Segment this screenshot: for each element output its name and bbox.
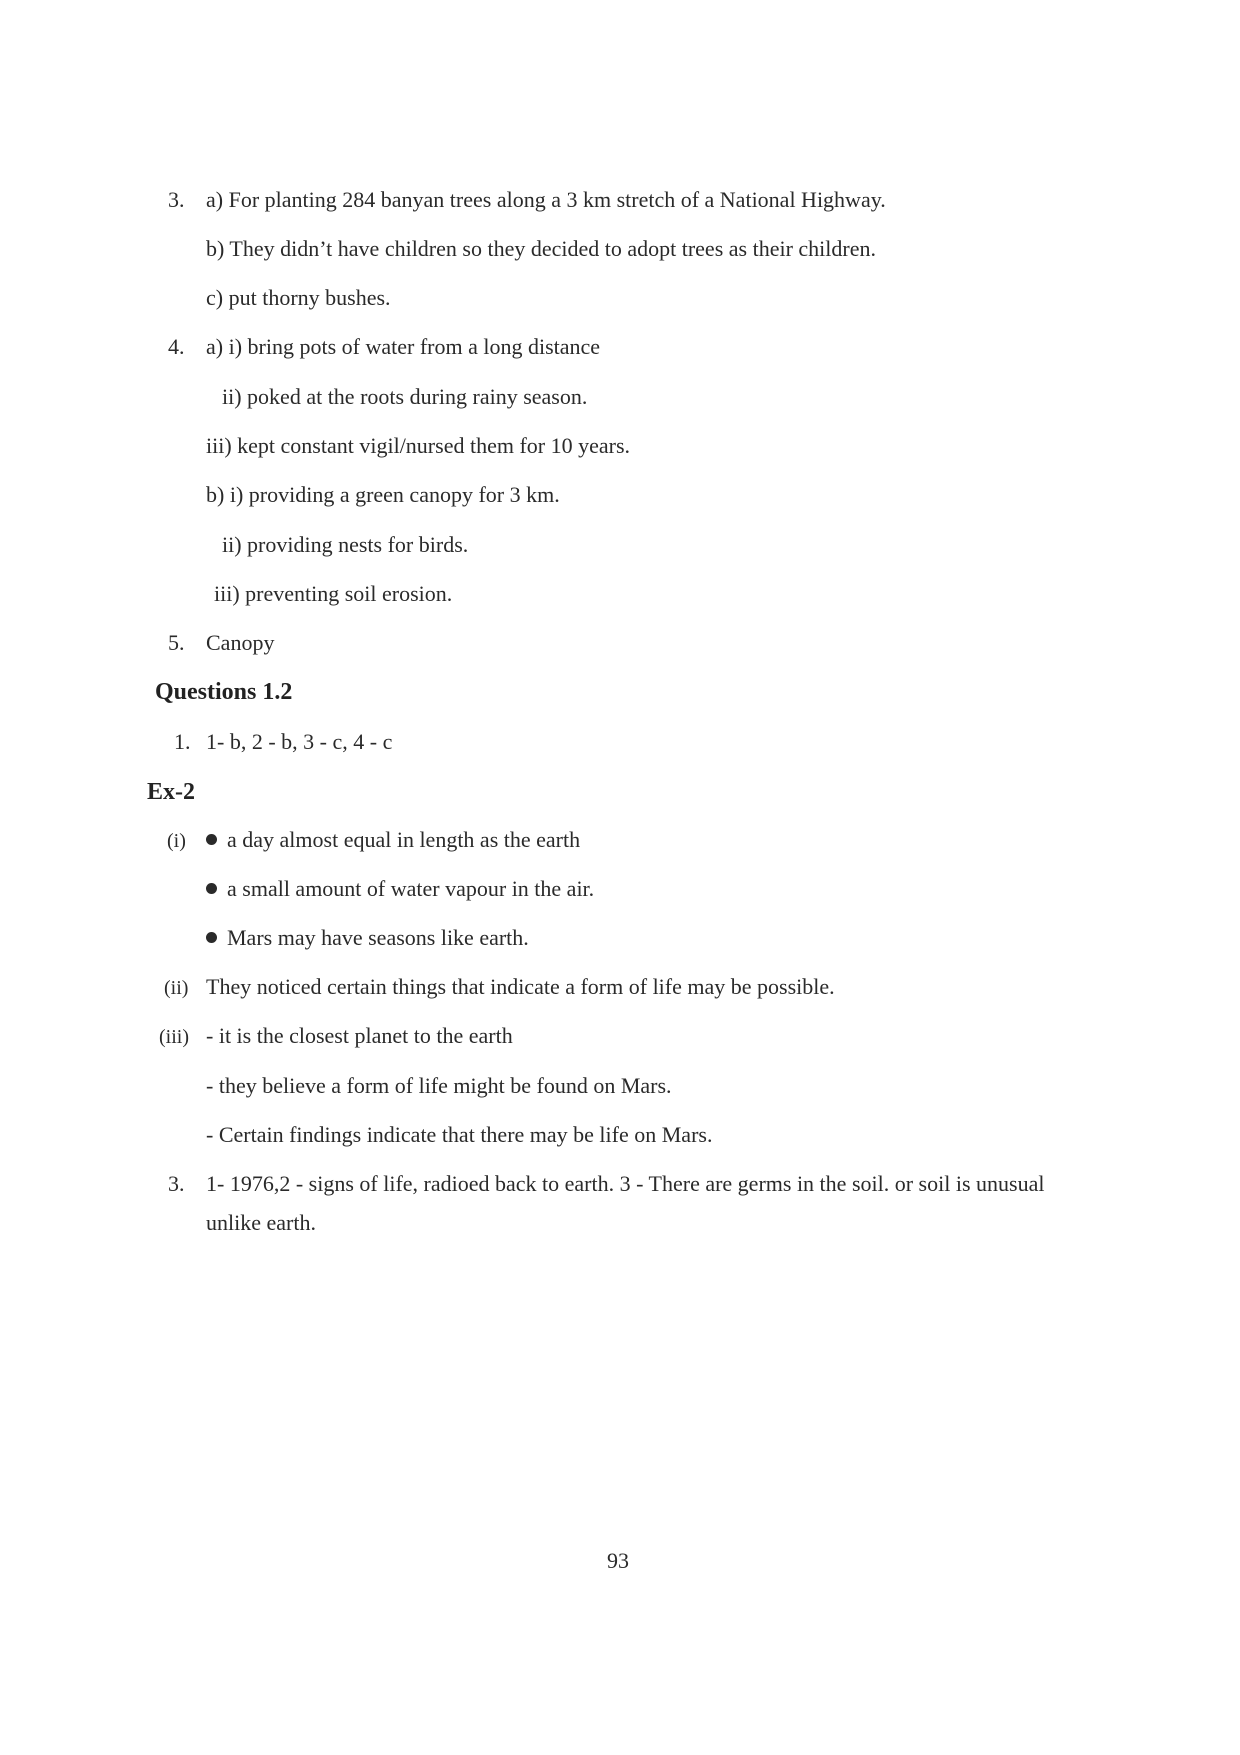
- ex2-iii-label: (iii): [159, 1026, 189, 1048]
- q3-answer-b: b) They didn’t have children so they decided to adopt trees as their children.: [206, 236, 876, 261]
- ex2-iii-line-2: - they believe a form of life might be found on Mars.: [206, 1073, 672, 1098]
- ex2-q3-number: 3.: [168, 1171, 185, 1196]
- ex2-iii-line-1: - it is the closest planet to the earth: [206, 1023, 513, 1048]
- bullet-icon: [206, 932, 217, 943]
- bullet-text: a day almost equal in length as the earth: [227, 827, 581, 852]
- bullet-icon: [206, 834, 217, 845]
- ex2-q3-line-2: unlike earth.: [206, 1210, 316, 1235]
- bullet-icon: [206, 883, 217, 894]
- ex2-i-label: (i): [167, 830, 186, 852]
- ex2-ii-text: They noticed certain things that indicate a form of life may be possible.: [206, 974, 835, 999]
- q3-answer-c: c) put thorny bushes.: [206, 285, 391, 310]
- q3-answer-a: a) For planting 284 banyan trees along a 3 km stretch of a National Highway.: [206, 187, 886, 212]
- q3-number: 3.: [168, 187, 185, 212]
- ex2-ii-label: (ii): [164, 977, 189, 999]
- q4-answer-a-ii: ii) poked at the roots during rainy season.: [222, 384, 588, 409]
- q5-number: 5.: [168, 630, 185, 655]
- bullet-text: a small amount of water vapour in the air.: [227, 876, 595, 901]
- q5-answer: Canopy: [206, 630, 275, 655]
- ex2-heading: Ex-2: [147, 779, 195, 805]
- q4-answer-a-i: a) i) bring pots of water from a long distance: [206, 334, 601, 359]
- questions-1-2-answer: 1- b, 2 - b, 3 - c, 4 - c: [206, 729, 393, 754]
- ex2-i-bullet-1: [206, 827, 580, 853]
- questions-1-2-heading: Questions 1.2: [155, 679, 293, 705]
- q4-answer-b-i: b) i) providing a green canopy for 3 km.: [206, 482, 560, 507]
- q4-answer-a-iii: iii) kept constant vigil/nursed them for 10 years.: [206, 433, 631, 458]
- q4-answer-b-ii: ii) providing nests for birds.: [222, 532, 469, 557]
- ex2-i-bullet-3: [206, 925, 529, 951]
- ex2-i-bullet-2: [206, 876, 594, 902]
- ex2-iii-line-3: - Certain findings indicate that there may be life on Mars.: [206, 1122, 713, 1147]
- questions-1-2-item-number: 1.: [174, 729, 191, 754]
- bullet-text: Mars may have seasons like earth.: [227, 925, 529, 950]
- ex2-q3-line-1: 1- 1976,2 - signs of life, radioed back to earth. 3 - There are germs in the soil. or soil is unusual: [206, 1171, 1045, 1196]
- q4-number: 4.: [168, 334, 185, 359]
- q4-answer-b-iii: iii) preventing soil erosion.: [214, 581, 453, 606]
- page-number: 93: [607, 1548, 629, 1573]
